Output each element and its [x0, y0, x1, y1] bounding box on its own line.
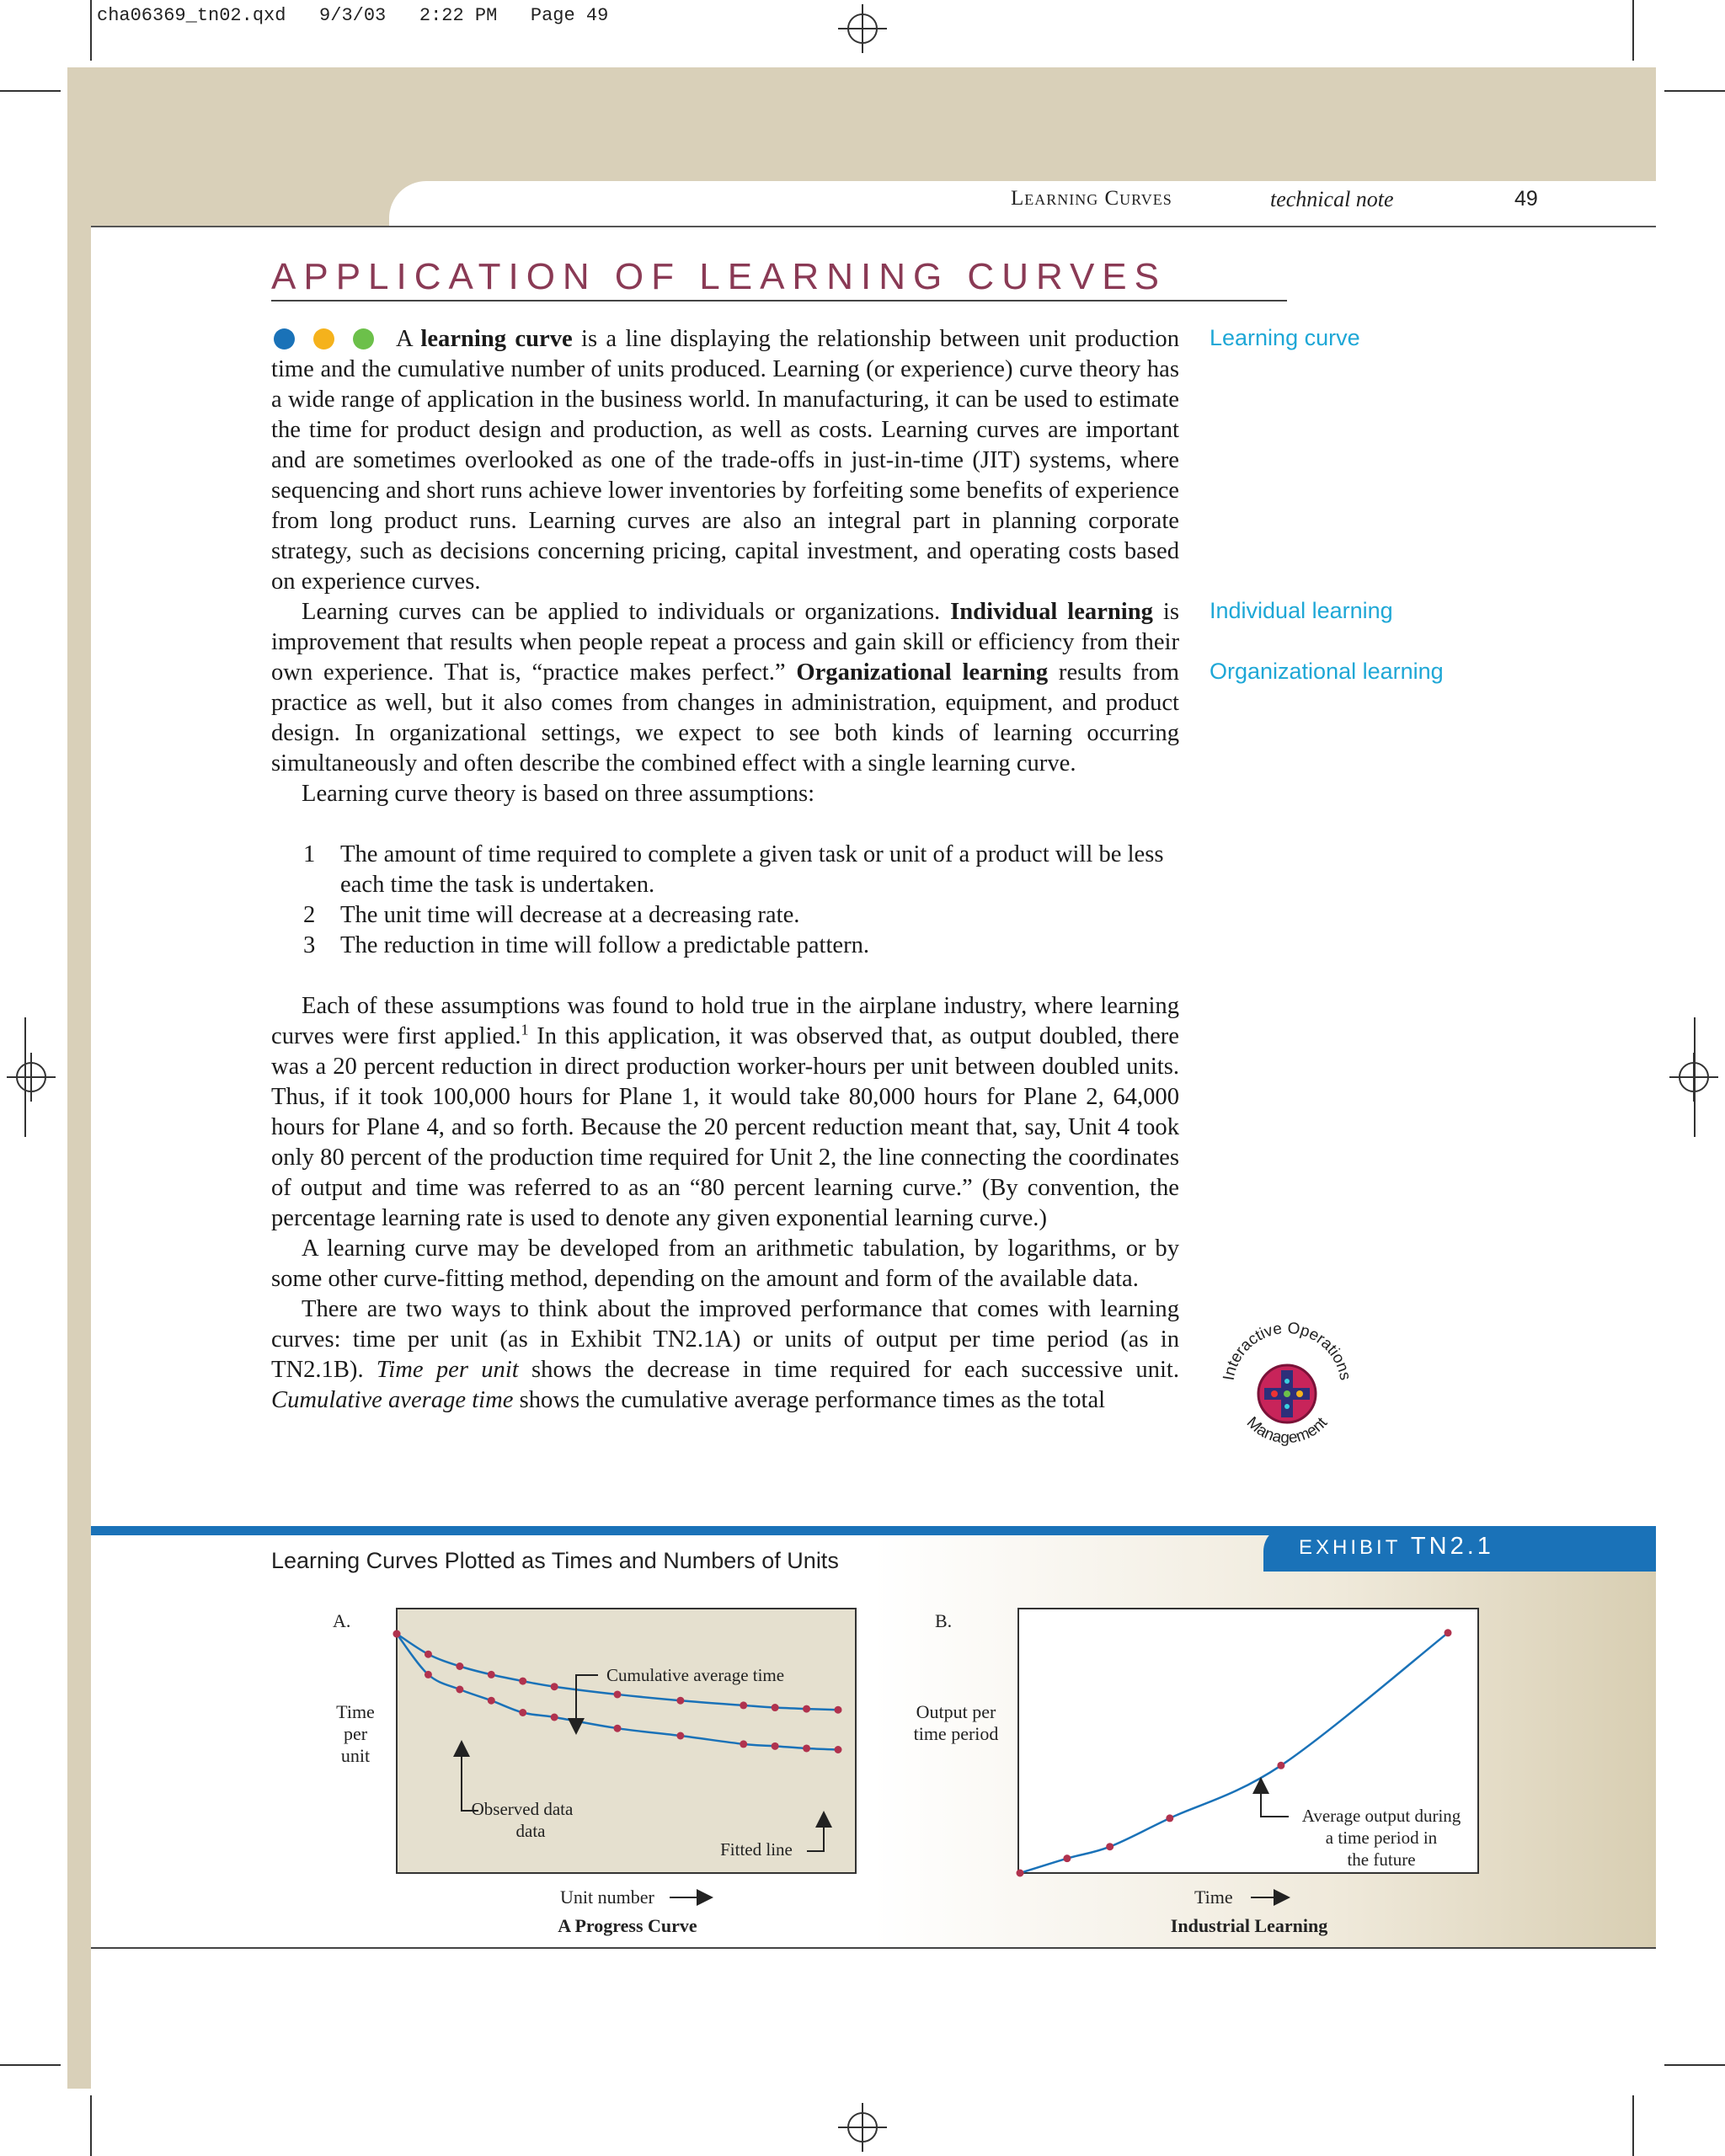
average-output-label-line1: Average output during — [1301, 1806, 1461, 1826]
chart-a-ylabel-line3: unit — [340, 1745, 371, 1766]
paragraph: Learning curve theory is based on three assumptions: — [302, 781, 815, 807]
average-output-label-line3: the future — [1347, 1849, 1416, 1870]
paragraph: There are two ways to think about the improved performance that comes with learning curves: time per unit (as in Exhibit TN2.1A) or units of output per time period (as in TN2.1B). Time per unit shows the decrease in time required for each successive unit. Cumulative average time shows the cumulative average performance times as the total — [271, 1296, 1180, 1413]
chart-a-panel-label: A. — [333, 1610, 351, 1631]
chart-a — [333, 1609, 856, 1936]
chartB-marks-data-point — [1166, 1814, 1173, 1822]
chartB-marks-data-point — [1445, 1629, 1452, 1636]
exhibit-caption: Learning Curves Plotted as Times and Numbers of Units — [271, 1548, 839, 1573]
chartA-marks-data-point — [488, 1697, 495, 1705]
chart-a-frame — [397, 1609, 856, 1873]
chartB-marks-data-point — [1277, 1762, 1284, 1769]
chartA-marks-data-point — [676, 1732, 684, 1740]
chart-a-ylabel-line2: per — [343, 1723, 368, 1744]
chart-a-xlabel: Unit number — [560, 1886, 654, 1908]
chartA-marks-data-point — [803, 1744, 810, 1752]
chartA-marks-data-point — [519, 1709, 526, 1716]
chart-b-ylabel-line2: time period — [913, 1723, 999, 1744]
paragraph: A learning curve is a line displaying the relationship between unit production time and the cumulative number of units produced. Learning (or experience) curve theory has a wide range of application in the business world. In manufacturing, it can be used to estimate the time for product design and production, as well as costs. Learning curves are important and are sometimes overlooked as one of the trade-offs in just-in-time (JIT) systems, where sequencing and short runs achieve lower inventories by forfeiting some benefits of experience from long product runs. Learning curves are also an integral part in planning corporate strategy, such as decisions concerning pricing, capital investment, and operating costs based on experience curves. — [271, 326, 1179, 595]
chartA-marks-data-point — [456, 1662, 463, 1670]
footnote-ref[interactable]: 1 — [521, 1021, 529, 1038]
chartA-marks-data-point — [740, 1740, 747, 1748]
chartA-marks-data-point — [393, 1630, 401, 1638]
key-term: learning curve — [420, 326, 573, 352]
key-term: Organizational learning — [796, 659, 1049, 686]
chart-b-ylabel-line1: Output per — [916, 1701, 996, 1722]
chartB-marks-data-point — [1063, 1854, 1071, 1862]
paragraph: Learning curves can be applied to individuals or organizations. Individual learning is improvement that results when people repeat a process and gain skill or efficiency from their own experience. That is, “practice makes perfect.” Organizational learning results from practice as well, but it also comes from changes in administration, equipment, and product design. In organizational settings, we expect to see both kinds of learning occurring simultaneously and often describe the combined effect with a single learning curve. — [271, 599, 1180, 776]
exhibit-label: EXHIBIT TN2.1 — [1299, 1533, 1494, 1560]
chartA-marks-data-point — [835, 1746, 842, 1753]
svg-text:Management: Management — [1242, 1413, 1332, 1448]
margin-term: Individual learning — [1210, 598, 1393, 623]
page-number: 49 — [1514, 187, 1538, 211]
running-head-note: technical note — [1270, 187, 1394, 211]
chartA-marks-data-point — [803, 1705, 810, 1713]
chart-b-xlabel: Time — [1194, 1886, 1233, 1908]
paragraph: Each of these assumptions was found to hold true in the airplane industry, where learning curves were first applied.$^1$ In this application, it was observed that, as output doubled, there was a 20 percent reduction in direct production worker-hours per unit between doubled units. Thus, if it took 100,000 hours for Plane 1, it would take 80,000 hours for Plane 2, 64,000 hours for Plane 4, and so forth. Because the 20 percent reduction meant that, say, Unit 4 took only 80 percent of the production time required for Unit 2, the line connecting the coordinates of output and time was referred to as an “80 percent learning curve.” (By convention, the percentage learning rate is used to denote any given exponential learning curve.) — [271, 993, 1179, 1231]
list-item: 3 The reduction in time will follow a predictable pattern. — [303, 932, 870, 958]
chartB-marks-data-point — [1106, 1843, 1114, 1850]
chartA-marks-data-point — [425, 1671, 432, 1678]
list-item: 2 The unit time will decrease at a decreasing rate. — [303, 902, 800, 928]
chart-b — [914, 1609, 1478, 1936]
list-item: 1 The amount of time required to complete a given task or unit of a product will be less each time the task is undertaken. — [303, 841, 1164, 898]
chartA-marks-data-point — [614, 1725, 622, 1732]
chart-a-title: A Progress Curve — [558, 1915, 697, 1936]
chartA-marks-data-point — [772, 1742, 779, 1750]
average-output-label-line2: a time period in — [1325, 1828, 1438, 1848]
chartA-marks-data-point — [456, 1686, 463, 1694]
paragraph: A learning curve may be developed from an arithmetic tabulation, by logarithms, or by some other curve-fitting method, depending on the amount and form of the available data. — [271, 1235, 1179, 1292]
running-head-title: Learning Curves — [1011, 187, 1172, 210]
cumulative-average-label: Cumulative average time — [606, 1665, 785, 1685]
key-term: Individual learning — [950, 599, 1153, 625]
observed-data-label-line2: data — [515, 1821, 546, 1841]
chartA-marks-data-point — [425, 1651, 432, 1658]
fitted-line-label: Fitted line — [720, 1839, 793, 1860]
svg-text:Interactive Operations: Interactive Operations — [1220, 1319, 1354, 1382]
chartA-marks-data-point — [614, 1690, 622, 1698]
chartA-marks-data-point — [519, 1678, 526, 1685]
margin-term: Learning curve — [1210, 325, 1360, 350]
chartA-marks-data-point — [551, 1714, 558, 1721]
chartA-marks-data-point — [551, 1683, 558, 1690]
chartA-marks-data-point — [772, 1704, 779, 1711]
chartA-marks-data-point — [676, 1697, 684, 1705]
chartA-marks-data-point — [835, 1706, 842, 1714]
chartA-marks-data-point — [488, 1671, 495, 1678]
chart-b-title: Industrial Learning — [1170, 1915, 1328, 1936]
chartB-marks-data-point — [1017, 1870, 1024, 1877]
chartA-marks-data-point — [740, 1701, 747, 1709]
chart-a-ylabel-line1: Time — [336, 1701, 375, 1722]
chart-b-panel-label: B. — [935, 1610, 953, 1631]
print-slug: cha06369_tn02.qxd 9/3/03 2:22 PM Page 49 — [97, 5, 609, 26]
observed-data-label: Observed data — [471, 1799, 574, 1819]
margin-term: Organizational learning — [1210, 659, 1444, 684]
section-title: APPLICATION OF LEARNING CURVES — [271, 256, 1167, 297]
